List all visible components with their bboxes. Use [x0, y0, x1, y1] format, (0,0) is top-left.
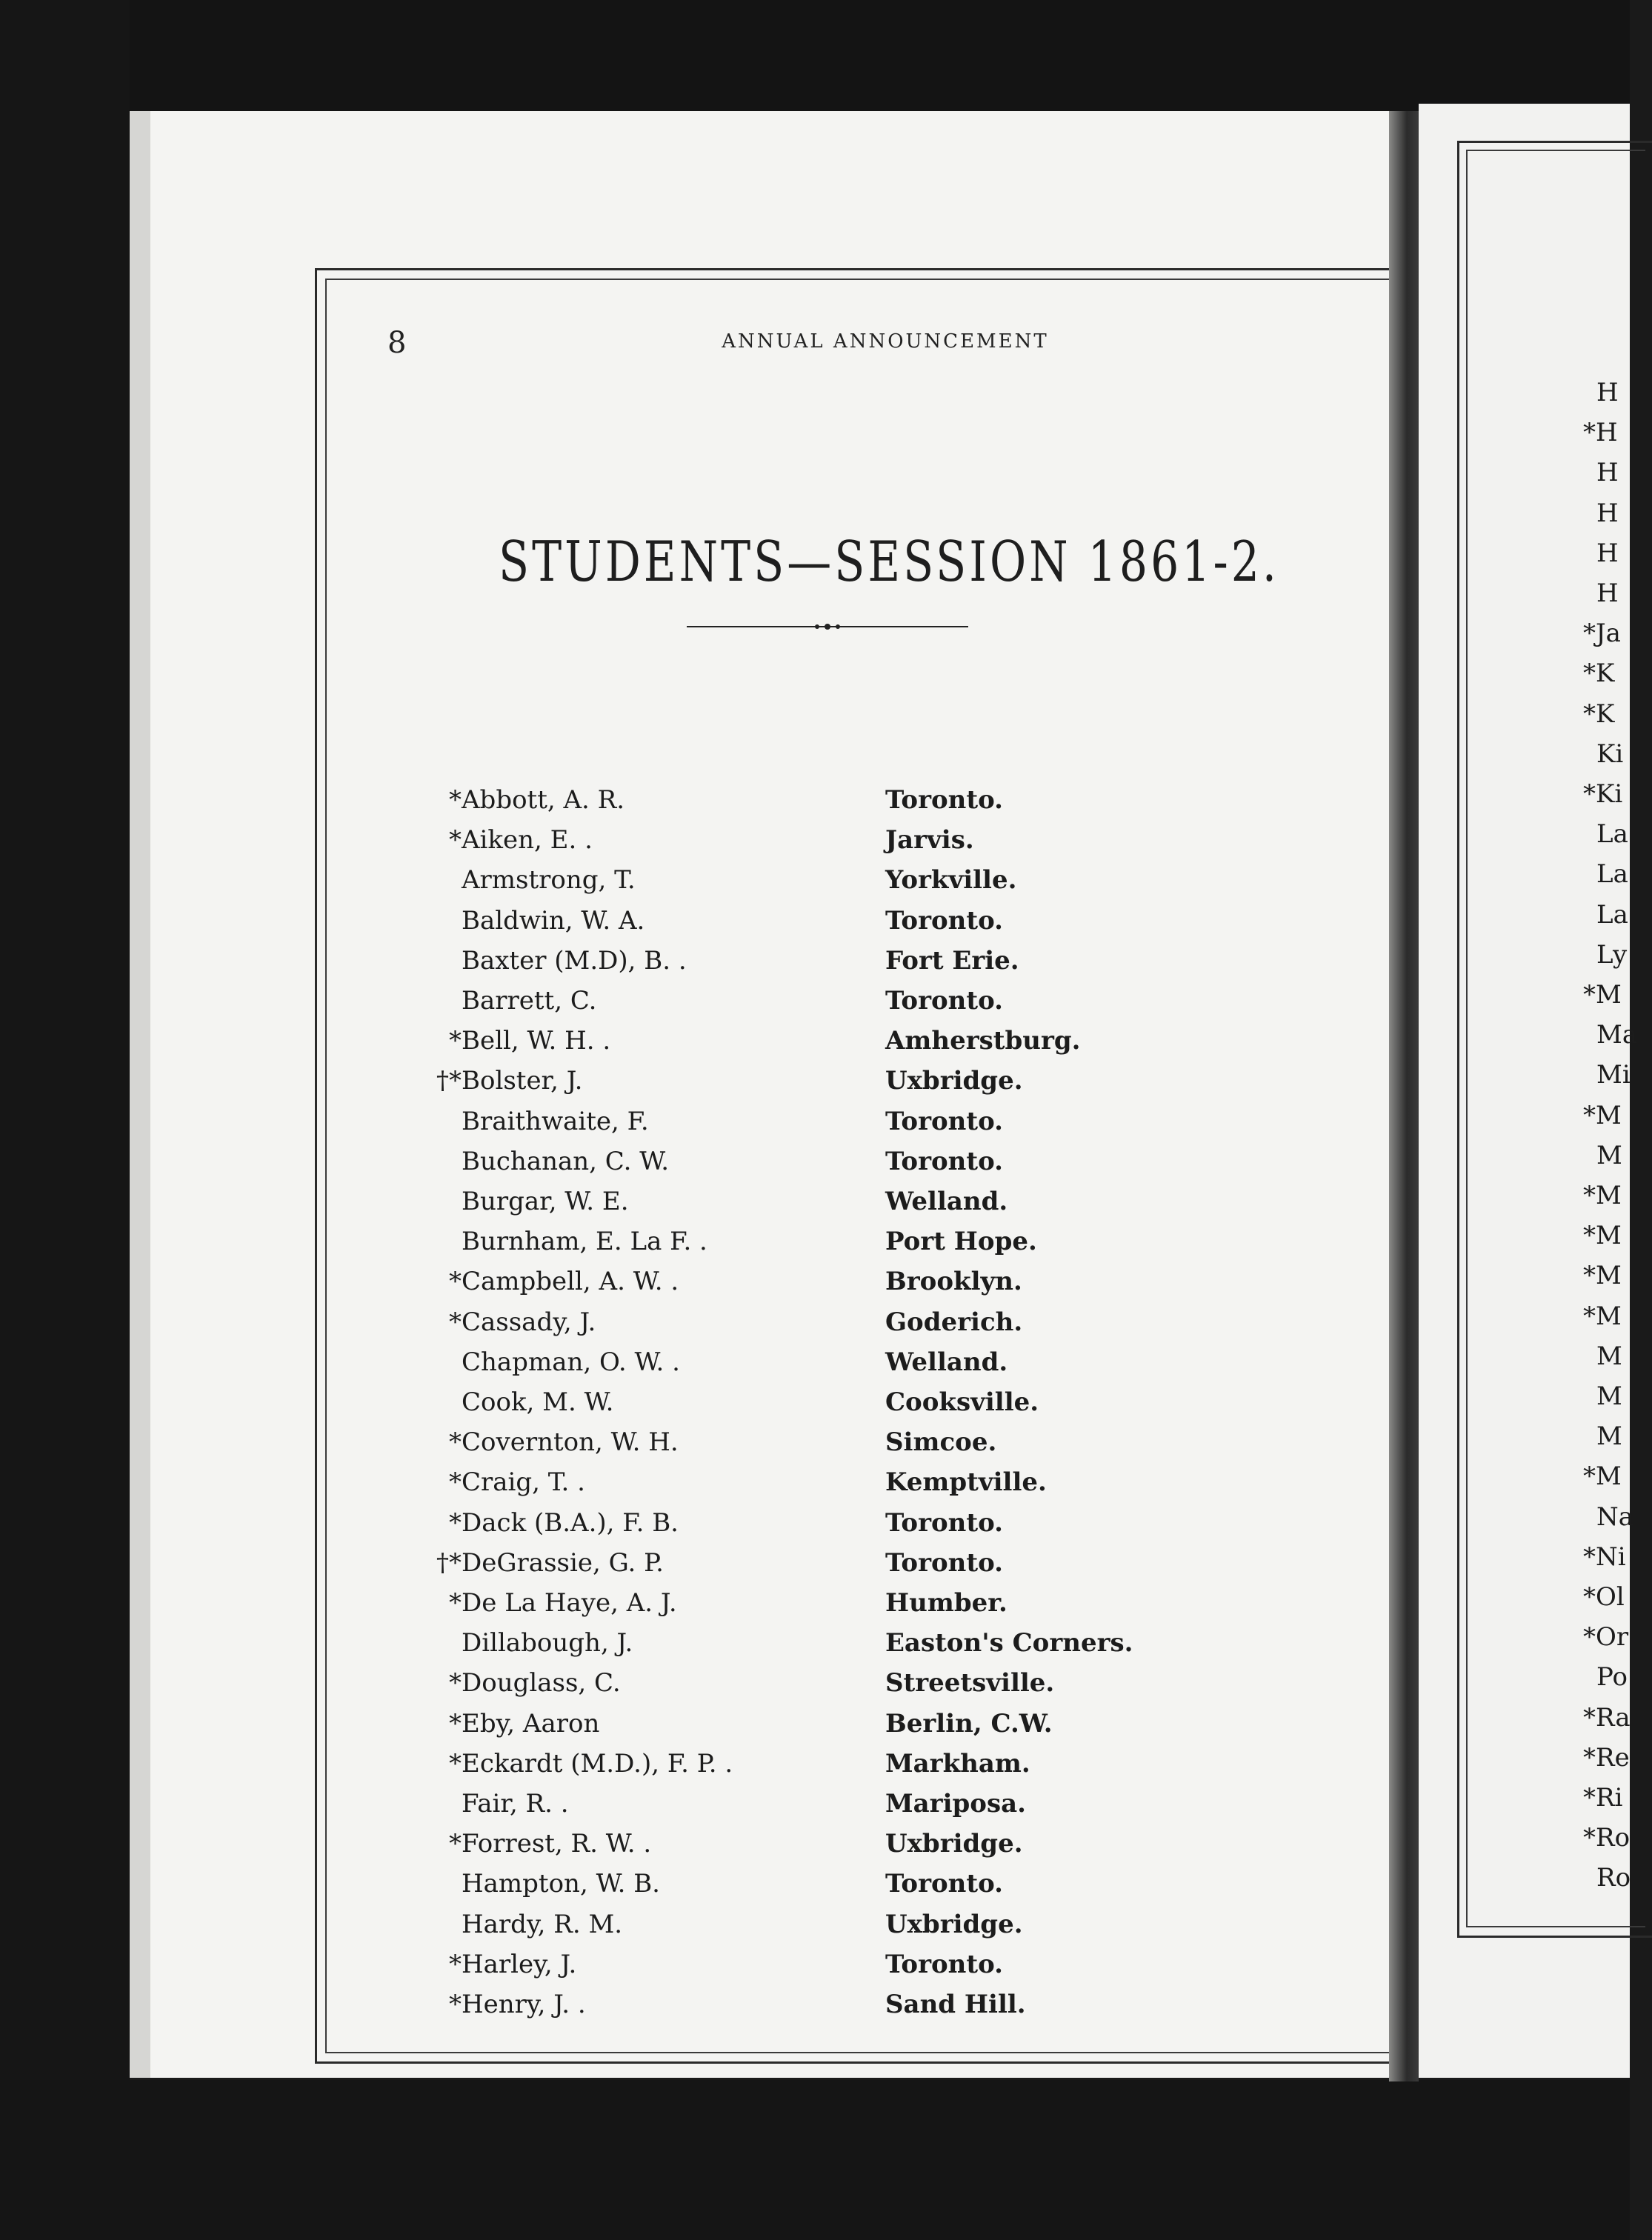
page-edge — [130, 111, 150, 2078]
right-page-fragment — [1419, 104, 1638, 2078]
right-page-entry: *Re — [1583, 1742, 1630, 1773]
student-row — [130, 1227, 1389, 1267]
film-border-bottom — [0, 2080, 1630, 2240]
student-row — [130, 865, 1389, 905]
right-page-entry: *M — [1583, 1100, 1622, 1130]
student-place: Goderich. — [885, 1307, 1023, 1337]
right-page-entry: *K — [1583, 699, 1615, 729]
right-page-entry: *Ja — [1583, 619, 1621, 649]
student-row — [130, 1508, 1389, 1548]
student-marker: * — [449, 785, 462, 815]
right-page-entry: *Ri — [1583, 1783, 1623, 1813]
student-row — [130, 1548, 1389, 1588]
student-marker: * — [449, 1708, 462, 1739]
right-page-entry: M — [1596, 1341, 1622, 1371]
student-place: Jarvis. — [885, 825, 974, 856]
student-name: Buchanan, C. W. — [462, 1146, 670, 1176]
right-page-entry: *Ra — [1583, 1702, 1631, 1733]
student-marker: * — [449, 1668, 462, 1699]
film-border-left — [0, 0, 130, 2240]
student-name: Hardy, R. M. — [462, 1909, 623, 1939]
student-name: Eckardt (M.D.), F. P. . — [462, 1748, 733, 1779]
right-page-entry: Ki — [1596, 739, 1624, 769]
student-place: Humber. — [885, 1588, 1007, 1618]
student-name: Fair, R. . — [462, 1789, 569, 1819]
student-marker: * — [449, 1829, 462, 1859]
student-place: Toronto. — [885, 785, 1004, 815]
left-page — [130, 111, 1389, 2078]
student-name: Burnham, E. La F. . — [462, 1227, 707, 1257]
student-place: Toronto. — [885, 905, 1004, 936]
student-place: Toronto. — [885, 1106, 1004, 1136]
student-place: Markham. — [885, 1748, 1030, 1779]
student-name: Bell, W. H. . — [462, 1026, 611, 1056]
right-page-entry: H — [1596, 538, 1619, 568]
right-page-entry: *Ni — [1583, 1541, 1626, 1572]
student-place: Toronto. — [885, 1869, 1004, 1899]
right-page-entry: H — [1596, 579, 1619, 608]
student-row — [130, 1628, 1389, 1668]
right-page-entry: *Ki — [1583, 779, 1623, 809]
right-page-entry: H — [1596, 378, 1619, 407]
right-page-entry: *M — [1583, 1181, 1622, 1210]
film-border-top — [0, 0, 1630, 111]
student-place: Welland. — [885, 1347, 1008, 1377]
student-name: Campbell, A. W. . — [462, 1267, 679, 1297]
student-place: Toronto. — [885, 1507, 1004, 1538]
student-name: Cassady, J. — [462, 1307, 596, 1337]
student-row — [130, 1668, 1389, 1708]
student-name: Dack (B.A.), F. B. — [462, 1507, 679, 1538]
running-title: ANNUAL ANNOUNCEMENT — [722, 330, 1049, 353]
student-row — [130, 1588, 1389, 1628]
student-place: Toronto. — [885, 1949, 1004, 1979]
student-place: Amherstburg. — [885, 1026, 1081, 1056]
student-row — [130, 1990, 1389, 2030]
student-name: Armstrong, T. — [462, 865, 636, 896]
student-row — [130, 1267, 1389, 1307]
student-name: Chapman, O. W. . — [462, 1347, 680, 1377]
student-place: Uxbridge. — [885, 1066, 1023, 1096]
right-page-entry: M — [1596, 1140, 1622, 1170]
student-marker: * — [449, 1990, 462, 2019]
student-place: Easton's Corners. — [885, 1628, 1133, 1659]
student-place: Brooklyn. — [885, 1267, 1022, 1297]
student-row — [130, 825, 1389, 865]
student-place: Mariposa. — [885, 1789, 1026, 1819]
student-name: Douglass, C. — [462, 1668, 621, 1699]
student-name: Barrett, C. — [462, 986, 597, 1016]
student-place: Fort Erie. — [885, 945, 1019, 976]
student-marker: †* — [436, 1547, 462, 1578]
student-marker: †* — [436, 1066, 462, 1096]
right-page-entry: Ma — [1596, 1020, 1638, 1050]
student-row — [130, 1950, 1389, 1990]
right-page-entry: Na — [1596, 1501, 1634, 1532]
student-place: Berlin, C.W. — [885, 1708, 1053, 1739]
student-name: Craig, T. . — [462, 1467, 585, 1498]
student-name: Bolster, J. — [462, 1066, 583, 1096]
right-page-entry: M — [1596, 1381, 1622, 1411]
student-place: Toronto. — [885, 986, 1004, 1016]
ornament-rule — [687, 622, 968, 631]
student-name: Aiken, E. . — [462, 825, 593, 856]
student-row — [130, 1910, 1389, 1950]
right-page-entry: *K — [1583, 659, 1615, 689]
student-place: Uxbridge. — [885, 1829, 1023, 1859]
student-row — [130, 1107, 1389, 1147]
right-page-entry: *H — [1583, 418, 1618, 448]
student-name: Eby, Aaron — [462, 1708, 600, 1739]
student-name: Forrest, R. W. . — [462, 1829, 652, 1859]
right-page-entry: M — [1596, 1421, 1622, 1452]
student-row — [130, 906, 1389, 946]
student-row — [130, 1467, 1389, 1507]
student-row — [130, 1347, 1389, 1387]
student-marker: * — [449, 825, 462, 856]
student-marker: * — [449, 1507, 462, 1538]
student-row — [130, 1187, 1389, 1227]
student-row — [130, 1147, 1389, 1187]
student-marker: * — [449, 1949, 462, 1979]
student-marker: * — [449, 1307, 462, 1337]
student-row — [130, 946, 1389, 986]
student-row — [130, 1749, 1389, 1789]
student-place: Toronto. — [885, 1547, 1004, 1578]
student-name: Hampton, W. B. — [462, 1869, 660, 1899]
right-page-entry: H — [1596, 458, 1619, 488]
student-row — [130, 1427, 1389, 1467]
student-name: Henry, J. . — [462, 1990, 586, 2019]
page-number: 8 — [387, 326, 407, 360]
student-name: Abbott, A. R. — [462, 785, 625, 815]
right-page-entry: *Ol — [1583, 1582, 1625, 1612]
right-page-entry: La — [1596, 819, 1628, 850]
student-name: Baxter (M.D), B. . — [462, 945, 687, 976]
section-title: STUDENTS—SESSION 1861-2. — [499, 530, 1279, 595]
student-marker: * — [449, 1267, 462, 1297]
right-page-entry: *M — [1583, 1461, 1622, 1492]
right-page-entry: Po — [1596, 1662, 1628, 1693]
student-row — [130, 1789, 1389, 1829]
right-page-entry: *M — [1583, 1261, 1622, 1291]
student-name: De La Haye, A. J. — [462, 1588, 677, 1618]
student-place: Cooksville. — [885, 1387, 1039, 1417]
right-page-entry: Ly — [1596, 939, 1628, 970]
student-place: Uxbridge. — [885, 1909, 1023, 1939]
student-place: Toronto. — [885, 1146, 1004, 1176]
student-row — [130, 1709, 1389, 1749]
student-row — [130, 785, 1389, 825]
student-row — [130, 1869, 1389, 1909]
student-place: Port Hope. — [885, 1227, 1037, 1257]
student-marker: * — [449, 1588, 462, 1618]
right-page-entry: La — [1596, 899, 1628, 930]
student-marker: * — [449, 1427, 462, 1458]
student-marker: * — [449, 1467, 462, 1498]
student-name: Baldwin, W. A. — [462, 905, 645, 936]
student-row — [130, 1026, 1389, 1066]
right-page-entry: *M — [1583, 1301, 1622, 1331]
right-page-entry: *Ro — [1583, 1823, 1631, 1853]
right-page-entry: *M — [1583, 1221, 1622, 1251]
student-place: Sand Hill. — [885, 1990, 1026, 2019]
right-page-entry: La — [1596, 859, 1628, 890]
right-page-entry: *M — [1583, 980, 1622, 1010]
student-name: Covernton, W. H. — [462, 1427, 679, 1458]
student-place: Kemptville. — [885, 1467, 1047, 1498]
student-marker: * — [449, 1748, 462, 1779]
student-name: Harley, J. — [462, 1949, 577, 1979]
student-name: Cook, M. W. — [462, 1387, 614, 1417]
right-page-entry: Mi — [1596, 1060, 1631, 1090]
student-name: Dillabough, J. — [462, 1628, 633, 1659]
student-place: Welland. — [885, 1187, 1008, 1216]
right-page-entry: Ro — [1596, 1863, 1631, 1893]
student-place: Streetsville. — [885, 1668, 1055, 1699]
student-place: Simcoe. — [885, 1427, 997, 1458]
student-place: Yorkville. — [885, 865, 1017, 896]
student-name: Braithwaite, F. — [462, 1106, 649, 1136]
student-name: DeGrassie, G. P. — [462, 1547, 664, 1578]
student-marker: * — [449, 1026, 462, 1056]
student-row — [130, 1066, 1389, 1106]
right-page-entry: *Or — [1583, 1622, 1629, 1653]
student-row — [130, 986, 1389, 1026]
student-name: Burgar, W. E. — [462, 1187, 629, 1216]
student-row — [130, 1387, 1389, 1427]
book-gutter — [1389, 111, 1419, 2081]
right-page-entry: H — [1596, 498, 1619, 528]
student-row — [130, 1829, 1389, 1869]
student-row — [130, 1307, 1389, 1347]
